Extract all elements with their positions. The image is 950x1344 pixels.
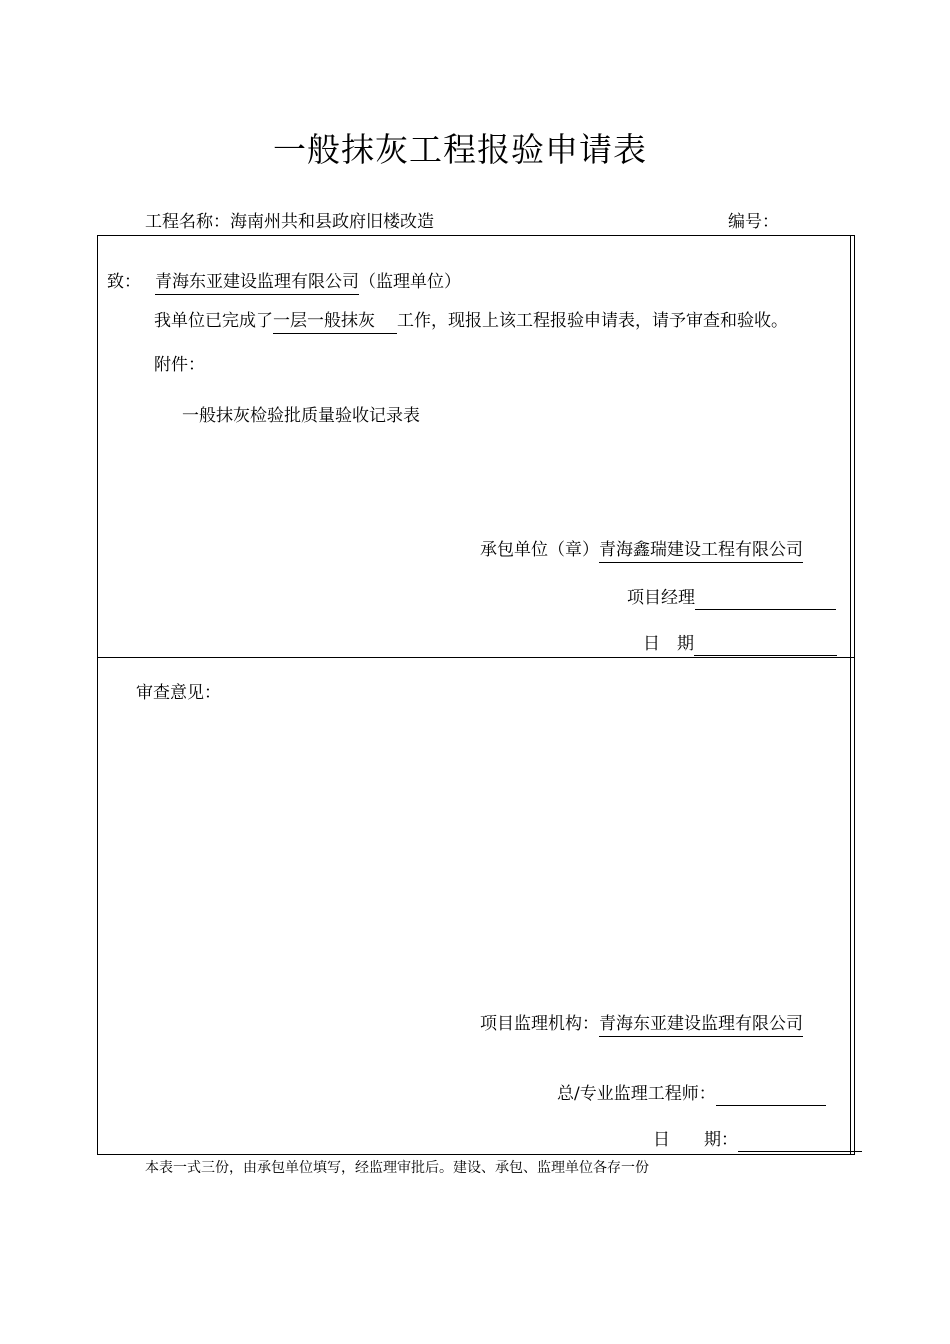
date-blank-1: [694, 637, 837, 656]
number-label: 编号：: [728, 212, 779, 232]
engineer-label: 总/专业监理工程师：: [557, 1084, 716, 1104]
project-name-row: [145, 210, 434, 234]
statement-suffix: 工作，现报上该工程报验申请表，请予审查和验收。: [397, 311, 788, 331]
contractor-line: [480, 538, 803, 563]
date-line-1: [643, 632, 837, 656]
date-blank-2: [738, 1133, 862, 1152]
manager-signature-blank: [695, 591, 836, 610]
frame-right-outer-border: [854, 235, 855, 1155]
frame-bottom-border: [97, 1154, 855, 1155]
frame-right-inner-border: [850, 235, 851, 1155]
contractor-label: 承包单位（章）: [480, 540, 599, 560]
statement-work: 一层一般抹灰: [273, 309, 397, 334]
opinion-label: 审查意见：: [136, 683, 221, 703]
supervisor-org-label: 项目监理机构：: [480, 1014, 599, 1034]
page-title: 一般抹灰工程报验申请表: [273, 130, 647, 169]
project-label: 工程名称：: [145, 212, 230, 232]
date-line-2: [653, 1128, 862, 1152]
contractor-name: 青海鑫瑞建设工程有限公司: [599, 538, 803, 563]
date-label-2: 日 期：: [653, 1130, 738, 1150]
date-label-1: 日 期: [643, 634, 694, 654]
supervisor-org-name: 青海东亚建设监理有限公司: [599, 1012, 803, 1037]
supervisor-org-line: [480, 1012, 803, 1037]
to-unit: 青海东亚建设监理有限公司: [155, 270, 359, 295]
attachment-label: 附件：: [154, 355, 205, 375]
manager-label: 项目经理: [627, 588, 695, 608]
to-line: [107, 270, 461, 295]
to-label: 致：: [107, 272, 141, 292]
project-name: 海南州共和县政府旧楼改造: [230, 212, 434, 232]
footer-note: 本表一式三份，由承包单位填写，经监理审批后。建设、承包、监理单位各存一份: [145, 1160, 649, 1176]
statement-line: [154, 309, 788, 334]
attachment-item: 一般抹灰检验批质量验收记录表: [182, 406, 420, 426]
section-divider: [97, 657, 855, 658]
statement-prefix: 我单位已完成了: [154, 311, 273, 331]
frame-top-border: [97, 235, 855, 236]
engineer-line: [557, 1082, 826, 1106]
to-unit-role: （监理单位）: [359, 272, 461, 292]
frame-left-border: [97, 235, 98, 1155]
engineer-signature-blank: [716, 1087, 826, 1106]
manager-line: [627, 586, 836, 610]
